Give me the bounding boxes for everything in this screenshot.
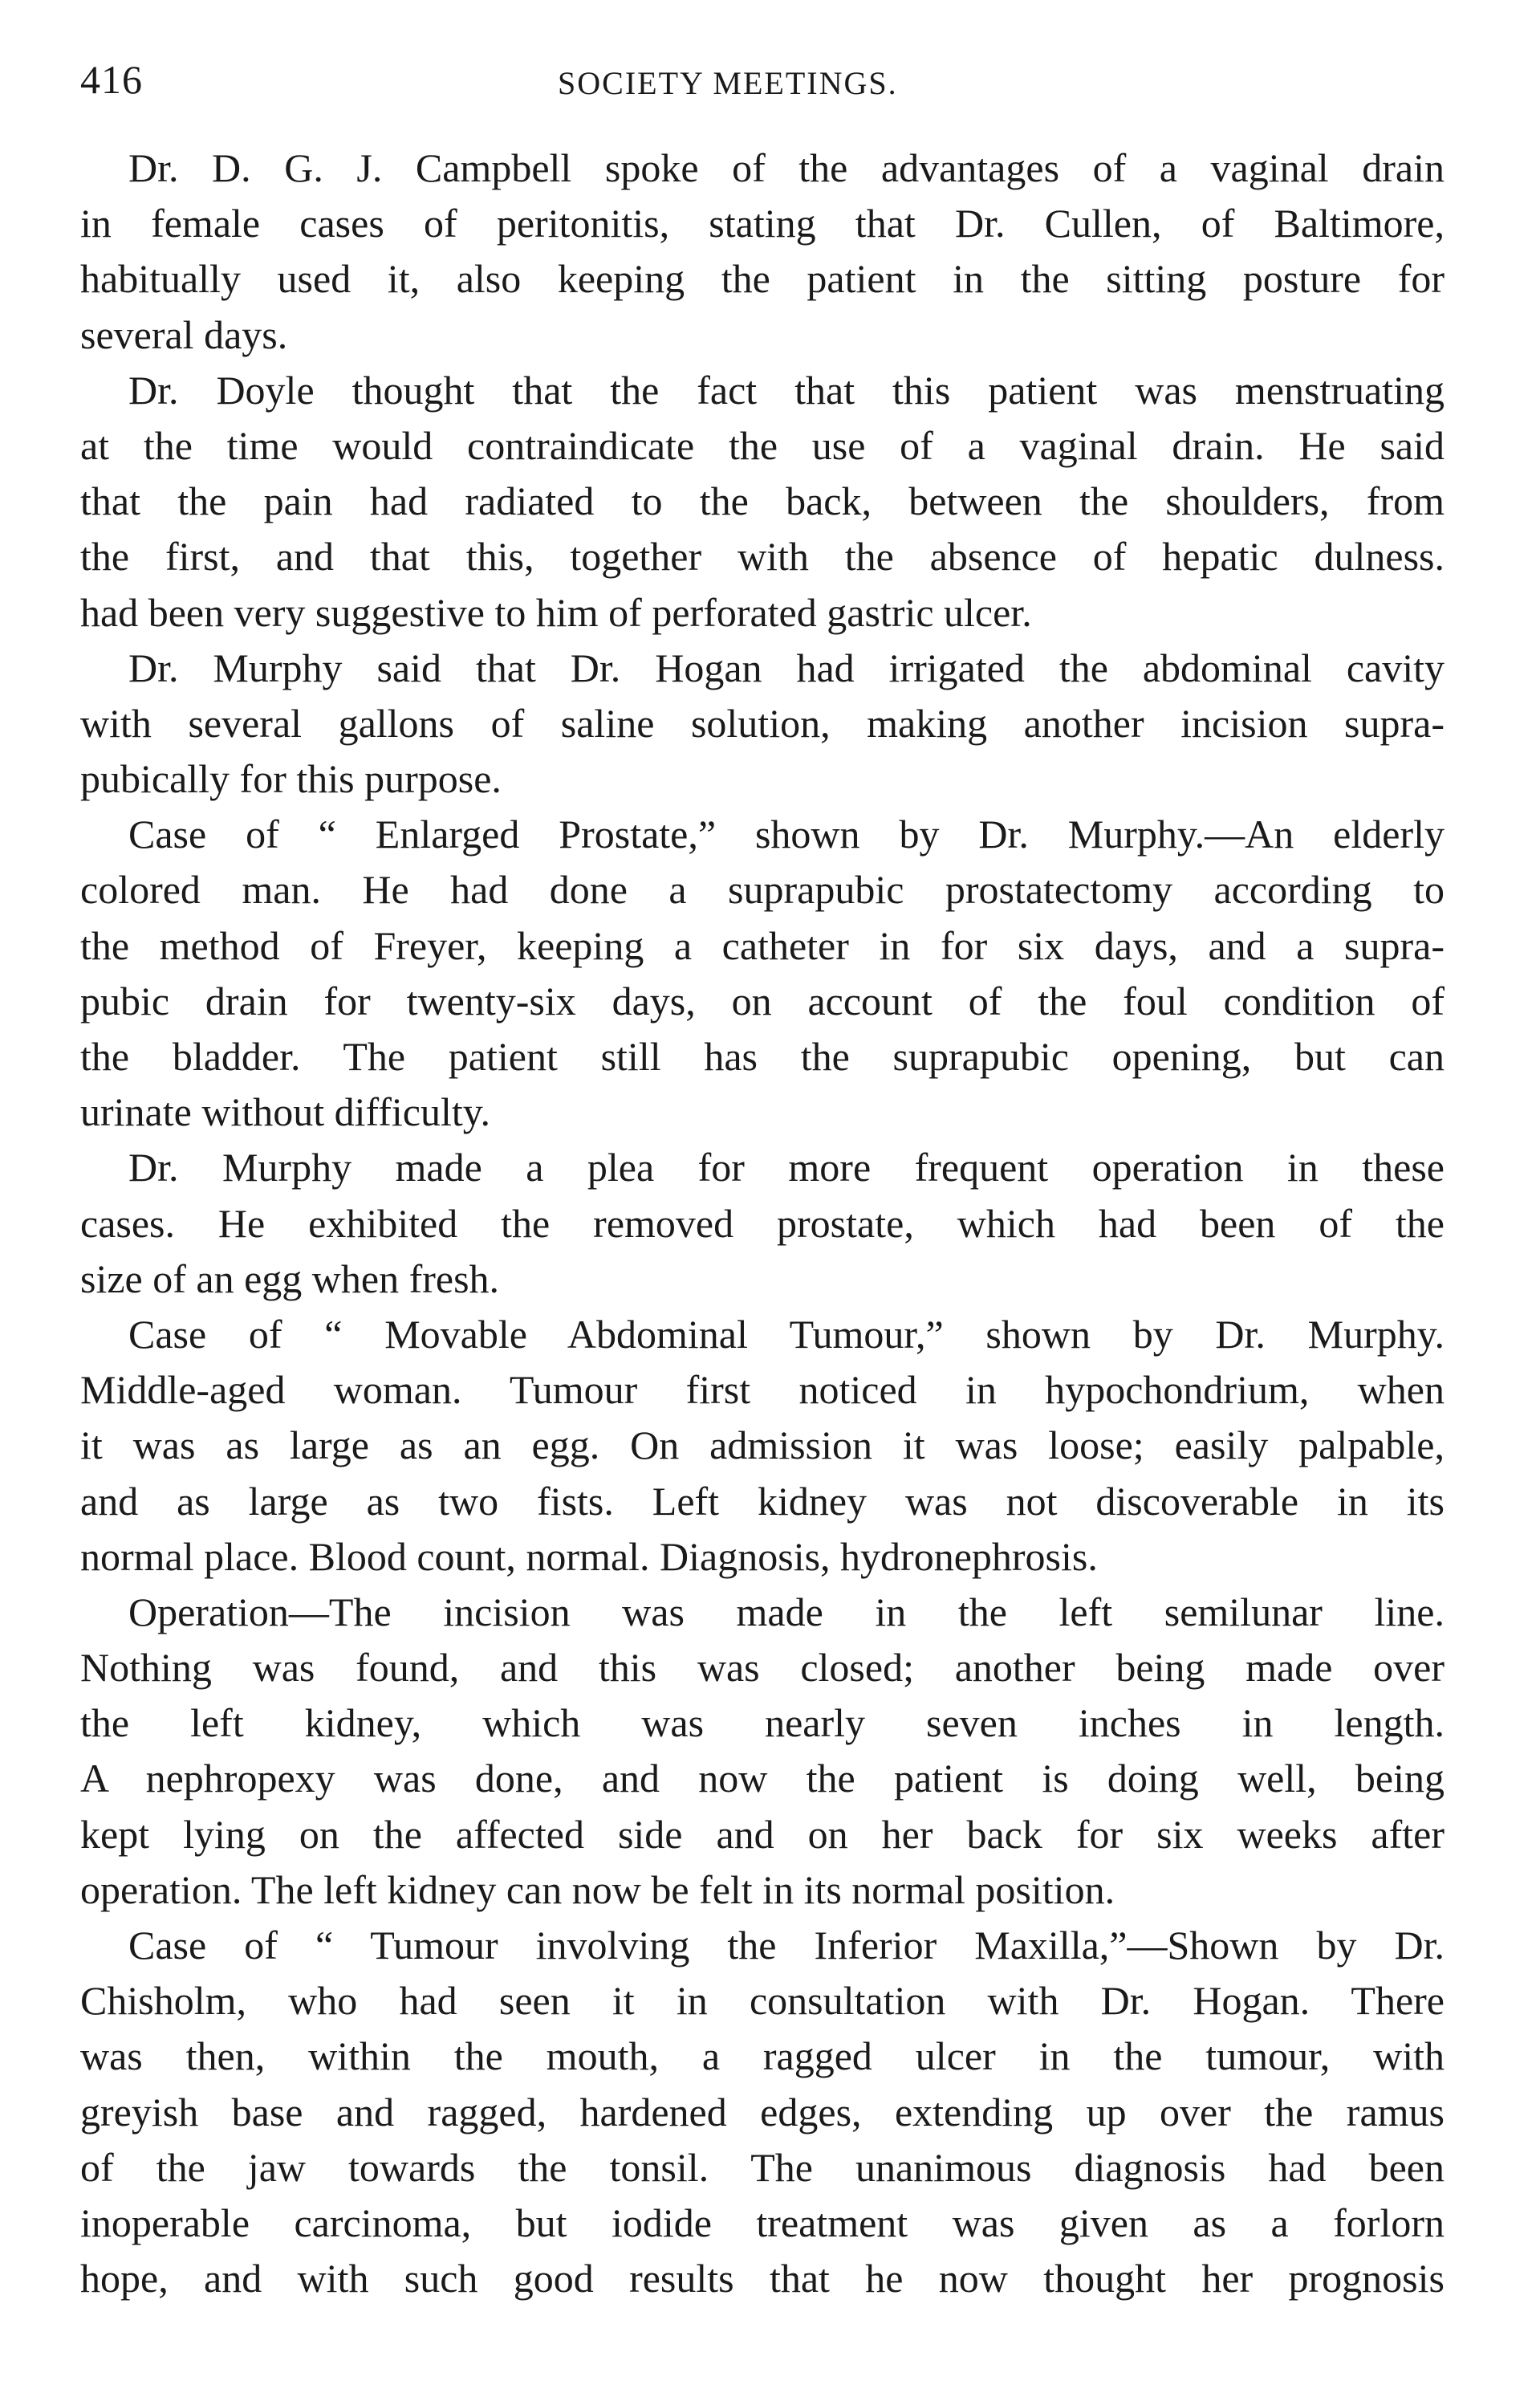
text-line: at the time would contraindicate the use of a vaginal drain. He said [80, 422, 1445, 468]
text-line: kept lying on the affected side and on her back for six weeks after [80, 1811, 1445, 1857]
text-line: in female cases of peritonitis, stating that Dr. Cullen, of Baltimore, [80, 201, 1445, 246]
text-line: normal place. Blood count, normal. Diagnosis, hydronephrosis. [80, 1533, 1098, 1579]
text-line: cases. He exhibited the removed prostate, which had been of the [80, 1200, 1445, 1246]
text-line: the first, and that this, together with the absence of hepatic dulness. [80, 534, 1445, 580]
text-line: of the jaw towards the tonsil. The unanimous diagnosis had been [80, 2144, 1445, 2190]
text-line: operation. The left kidney can now be felt in its normal position. [80, 1866, 1115, 1912]
body-text [80, 140, 1445, 2306]
text-line: Dr. Murphy said that Dr. Hogan had irrigated the abdominal cavity [128, 645, 1445, 690]
text-line: Case of “ Enlarged Prostate,” shown by Dr. Murphy.—An elderly [128, 812, 1445, 857]
text-line: Nothing was found, and this was closed; another being made over [80, 1645, 1445, 1691]
text-line: Dr. Doyle thought that the fact that this patient was menstruating [128, 367, 1445, 413]
text-line: was then, within the mouth, a ragged ulcer in the tumour, with [80, 2033, 1445, 2079]
text-line: Operation—The incision was made in the left semilunar line. [128, 1589, 1445, 1634]
text-line: pubic drain for twenty-six days, on account of the foul condition of [80, 978, 1445, 1024]
text-line: the bladder. The patient still has the suprapubic opening, but can [80, 1034, 1445, 1079]
text-line: habitually used it, also keeping the patient in the sitting posture for [80, 256, 1445, 302]
text-line: with several gallons of saline solution, making another incision supra- [80, 700, 1445, 746]
text-line: Dr. D. G. J. Campbell spoke of the advantages of a vaginal drain [128, 145, 1445, 190]
text-line: size of an egg when fresh. [80, 1256, 500, 1301]
running-title: SOCIETY MEETINGS. [558, 65, 898, 101]
text-line: Case of “ Tumour involving the Inferior Maxilla,”—Shown by Dr. [128, 1923, 1445, 1968]
text-line: Dr. Murphy made a plea for more frequent operation in these [128, 1145, 1445, 1190]
text-line: Case of “ Movable Abdominal Tumour,” shown by Dr. Murphy. [128, 1311, 1445, 1357]
text-line: had been very suggestive to him of perforated gastric ulcer. [80, 589, 1032, 635]
text-line: colored man. He had done a suprapubic prostatectomy according to [80, 867, 1445, 913]
text-line: and as large as two fists. Left kidney was not discoverable in its [80, 1478, 1445, 1524]
text-line: that the pain had radiated to the back, between the shoulders, from [80, 478, 1445, 524]
text-line: pubically for this purpose. [80, 756, 502, 802]
page-number: 416 [80, 57, 143, 102]
text-line: Middle-aged woman. Tumour first noticed in hypochondrium, when [80, 1367, 1445, 1413]
text-line: the left kidney, which was nearly seven inches in length. [80, 1700, 1445, 1746]
text-line: greyish base and ragged, hardened edges, extending up over the ramus [80, 2089, 1445, 2135]
text-line: hope, and with such good results that he now thought her prognosis [80, 2256, 1445, 2301]
text-line: A nephropexy was done, and now the patient is doing well, being [80, 1756, 1445, 1801]
text-line: urinate without difficulty. [80, 1089, 491, 1135]
text-line: Chisholm, who had seen it in consultation with Dr. Hogan. There [80, 1978, 1445, 2024]
running-head [80, 56, 1445, 112]
text-line: inoperable carcinoma, but iodide treatment was given as a forlorn [80, 2200, 1445, 2245]
text-line: it was as large as an egg. On admission it was loose; easily palpable, [80, 1422, 1445, 1468]
text-line: several days. [80, 311, 288, 357]
text-line: the method of Freyer, keeping a catheter in for six days, and a supra- [80, 922, 1445, 968]
